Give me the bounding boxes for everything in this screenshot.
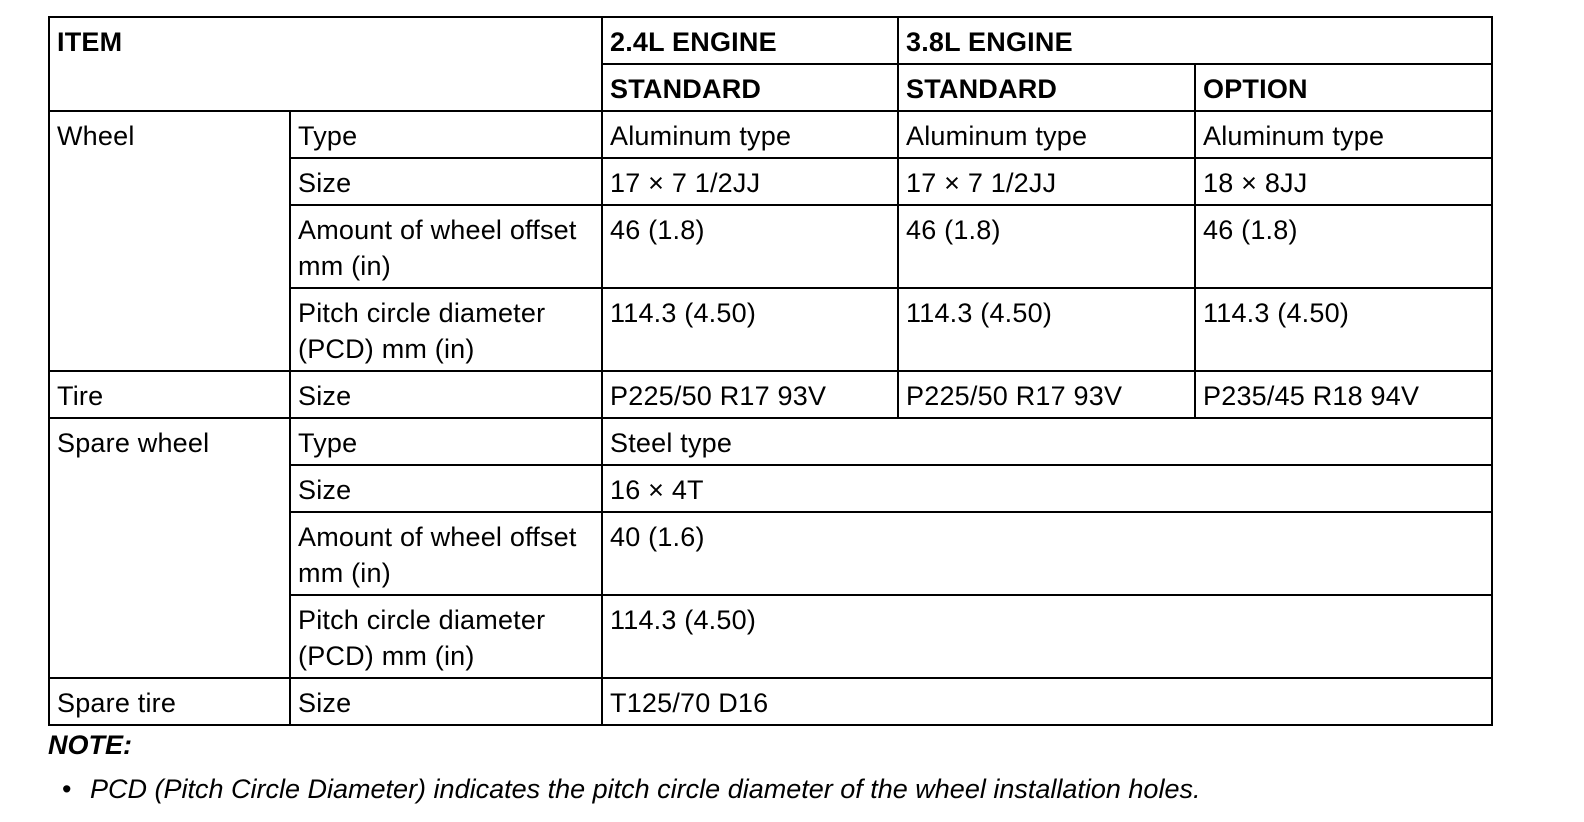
tire-size-24-std: P225/50 R17 93V (602, 371, 898, 418)
table-row (49, 371, 1492, 418)
wheel-pcd-24-std: 114.3 (4.50) (602, 288, 898, 371)
wheel-offset-24-std: 46 (1.8) (602, 205, 898, 288)
spare-wheel-type-value: Steel type (602, 418, 1492, 465)
note-list-item (62, 772, 1200, 806)
spare-wheel-size-label: Size (290, 465, 602, 512)
spare-tire-size-value: T125/70 D16 (602, 678, 1492, 725)
table-row (49, 111, 1492, 158)
wheel-pcd-label: Pitch circle diameter (PCD) mm (in) (290, 288, 602, 371)
wheel-size-label: Size (290, 158, 602, 205)
tire-size-label: Size (290, 371, 602, 418)
wheel-type-label: Type (290, 111, 602, 158)
wheel-offset-label: Amount of wheel offset mm (in) (290, 205, 602, 288)
spare-wheel-pcd-label: Pitch circle diameter (PCD) mm (in) (290, 595, 602, 678)
wheel-size-38-std: 17 × 7 1/2JJ (898, 158, 1195, 205)
spare-wheel-offset-label: Amount of wheel offset mm (in) (290, 512, 602, 595)
wheel-pcd-38-opt: 114.3 (4.50) (1195, 288, 1492, 371)
category-tire: Tire (49, 371, 290, 418)
header-standard-24: STANDARD (602, 64, 898, 111)
category-spare-tire: Spare tire (49, 678, 290, 725)
header-engine-38: 3.8L ENGINE (898, 17, 1492, 64)
spare-wheel-offset-value: 40 (1.6) (602, 512, 1492, 595)
category-wheel: Wheel (49, 111, 290, 371)
bullet-icon: • (62, 774, 72, 804)
header-item: ITEM (49, 17, 602, 111)
wheel-offset-38-std: 46 (1.8) (898, 205, 1195, 288)
note-title: NOTE: (48, 730, 132, 760)
wheel-type-24-std: Aluminum type (602, 111, 898, 158)
tire-size-38-std: P225/50 R17 93V (898, 371, 1195, 418)
tire-size-38-opt: P235/45 R18 94V (1195, 371, 1492, 418)
note-text: PCD (Pitch Circle Diameter) indicates the pitch circle diameter of the wheel installation holes. (90, 774, 1201, 804)
header-standard-38: STANDARD (898, 64, 1195, 111)
spare-wheel-type-label: Type (290, 418, 602, 465)
wheel-type-38-std: Aluminum type (898, 111, 1195, 158)
spare-tire-size-label: Size (290, 678, 602, 725)
wheel-type-38-opt: Aluminum type (1195, 111, 1492, 158)
spare-wheel-pcd-value: 114.3 (4.50) (602, 595, 1492, 678)
header-engine-24: 2.4L ENGINE (602, 17, 898, 64)
wheel-pcd-38-std: 114.3 (4.50) (898, 288, 1195, 371)
spare-wheel-size-value: 16 × 4T (602, 465, 1492, 512)
wheel-size-38-opt: 18 × 8JJ (1195, 158, 1492, 205)
header-row-1 (49, 17, 1492, 64)
category-spare-wheel: Spare wheel (49, 418, 290, 678)
table-row (49, 678, 1492, 725)
table-row (49, 418, 1492, 465)
wheel-offset-38-opt: 46 (1.8) (1195, 205, 1492, 288)
wheel-size-24-std: 17 × 7 1/2JJ (602, 158, 898, 205)
header-option-38: OPTION (1195, 64, 1492, 111)
specification-table (48, 16, 1493, 726)
